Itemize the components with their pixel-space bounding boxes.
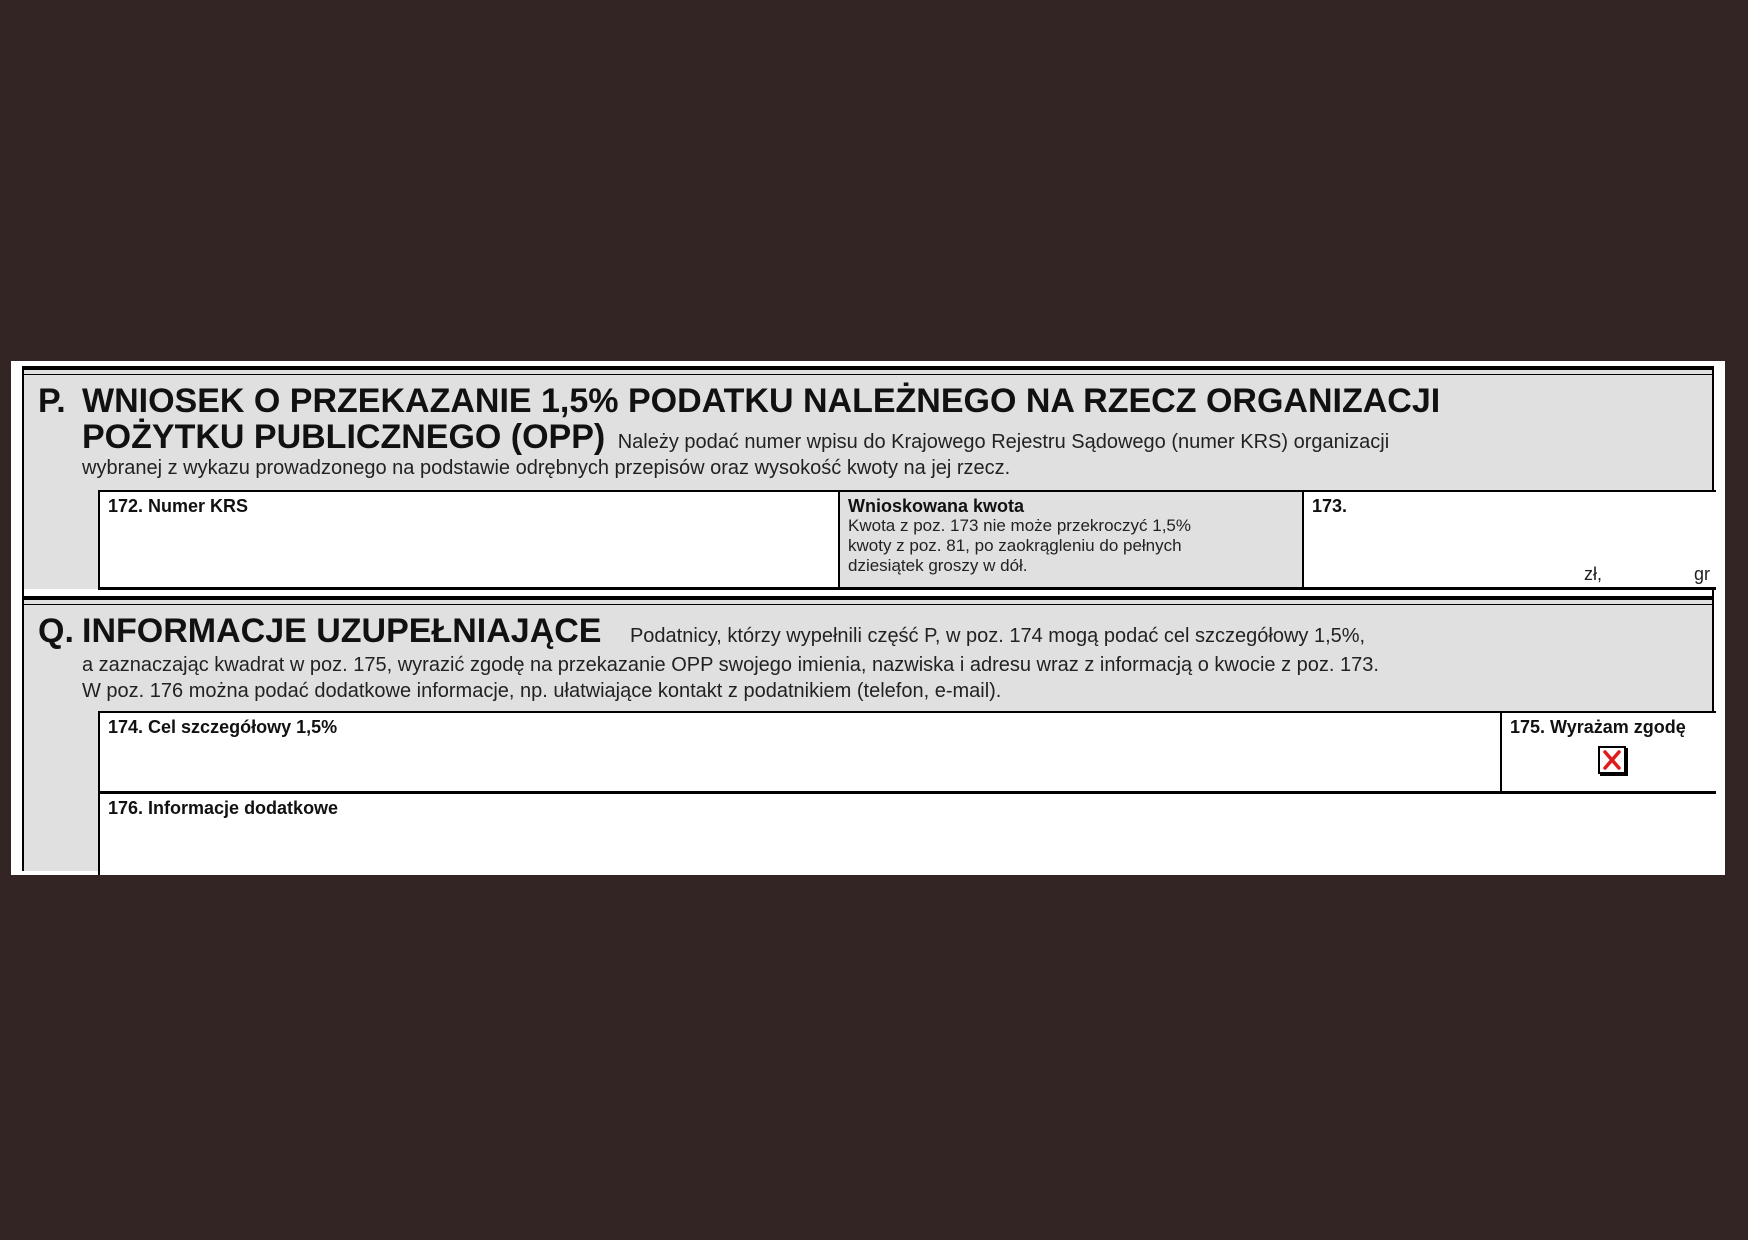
currency-zl-label: zł, bbox=[1584, 564, 1602, 584]
section-q-description-2: a zaznaczając kwadrat w poz. 175, wyrazić zgodę na przekazanie OPP swojego imienia, nazwiska i adresu wraz z informacją o kwocie z poz. 173. bbox=[82, 654, 1379, 676]
consent-checkbox[interactable] bbox=[1598, 746, 1626, 774]
requested-amount-label: Wnioskowana kwota bbox=[848, 496, 1025, 516]
field-175-label: 175. Wyrażam zgodę bbox=[1510, 717, 1686, 737]
section-q-title-row bbox=[82, 614, 1365, 648]
field-172-krs[interactable] bbox=[100, 492, 838, 587]
section-q-description-3: W poz. 176 można podać dodatkowe informacje, np. ułatwiające kontakt z podatnikiem (telefon, e-mail). bbox=[82, 680, 1002, 702]
section-p bbox=[24, 366, 1712, 589]
field-175-consent bbox=[1502, 713, 1716, 791]
field-173-label: 173. bbox=[1312, 496, 1348, 516]
currency-gr-label: gr bbox=[1693, 564, 1710, 584]
tax-form-page bbox=[11, 361, 1725, 875]
section-p-fields-row bbox=[98, 490, 1716, 590]
section-q-title: INFORMACJE UZUPEŁNIAJĄCE bbox=[82, 612, 602, 650]
requested-amount-note-2: kwoty z poz. 81, po zaokrągleniu do pełnych bbox=[848, 536, 1182, 555]
tax-form bbox=[22, 366, 1714, 871]
section-q-description-1: Podatnicy, którzy wypełnili część P, w poz. 174 mogą podać cel szczegółowy 1,5%, bbox=[629, 625, 1366, 647]
field-176-label: 176. Informacje dodatkowe bbox=[108, 798, 339, 818]
field-174-label: 174. Cel szczegółowy 1,5% bbox=[108, 717, 338, 737]
section-q-letter: Q. bbox=[38, 612, 74, 650]
field-172-label: 172. Numer KRS bbox=[108, 496, 249, 516]
section-p-description-1: Należy podać numer wpisu do Krajowego Rejestru Sądowego (numer KRS) organizacji bbox=[617, 431, 1390, 453]
section-q bbox=[24, 596, 1712, 871]
requested-amount-info bbox=[840, 492, 1302, 587]
section-p-title-line2-row bbox=[82, 420, 1389, 454]
checkbox-x-mark-icon bbox=[1600, 748, 1624, 772]
section-p-letter: P. bbox=[38, 382, 66, 420]
field-173-amount[interactable] bbox=[1304, 492, 1716, 587]
section-q-fields bbox=[98, 711, 1716, 875]
section-p-title-line1: WNIOSEK O PRZEKAZANIE 1,5% PODATKU NALEŻNEGO NA RZECZ ORGANIZACJI bbox=[82, 382, 1441, 420]
requested-amount-note-1: Kwota z poz. 173 nie może przekroczyć 1,5% bbox=[848, 516, 1191, 535]
field-176-additional-info[interactable] bbox=[100, 794, 1716, 875]
requested-amount-note-3: dziesiątek groszy w dół. bbox=[848, 556, 1028, 575]
field-174-specific-purpose[interactable] bbox=[100, 713, 1500, 791]
section-p-title-line2: POŻYTKU PUBLICZNEGO (OPP) bbox=[82, 418, 606, 456]
section-p-description-2: wybranej z wykazu prowadzonego na podstawie odrębnych przepisów oraz wysokość kwoty na jej rzecz. bbox=[82, 457, 1011, 479]
